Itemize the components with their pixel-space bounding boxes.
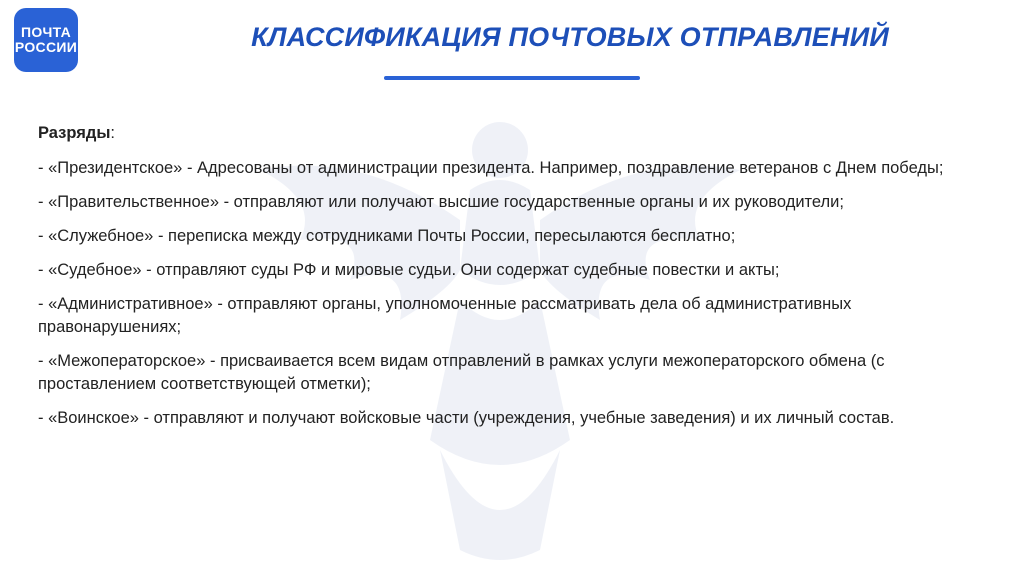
heading-colon: : xyxy=(110,124,116,142)
logo-line-2: РОССИИ xyxy=(14,39,78,55)
list-item-interoperator: - «Межоператорское» - присваивается всем видам отправлений в рамках услуги межоператорского обмена (с проставлением соответствующей отметки); xyxy=(38,352,885,393)
content-body xyxy=(38,122,988,441)
list-item-service: - «Служебное» - переписка между сотрудниками Почты России, пересылаются бесплатно; xyxy=(38,227,736,245)
logo-line-1: ПОЧТА xyxy=(20,24,72,40)
list-item-government: - «Правительственное» - отправляют или получают высшие государственные органы и их руководители; xyxy=(38,193,844,211)
pochta-rossii-logo xyxy=(14,8,78,72)
page-title: КЛАССИФИКАЦИЯ ПОЧТОВЫХ ОТПРАВЛЕНИЙ xyxy=(251,22,889,52)
title-underline xyxy=(384,76,640,80)
heading-label: Разряды xyxy=(38,124,111,142)
list-item-presidential: - «Президентское» - Адресованы от администрации президента. Например, поздравление ветеранов с Днем победы; xyxy=(38,159,944,177)
section-heading xyxy=(38,122,988,145)
list-item-judicial: - «Судебное» - отправляют суды РФ и мировые судьи. Они содержат судебные повестки и акты; xyxy=(38,261,780,279)
list-item-military: - «Воинское» - отправляют и получают войсковые части (учреждения, учебные заведения) и их личный состав. xyxy=(38,409,895,427)
list-item-administrative: - «Административное» - отправляют органы, уполномоченные рассматривать дела об административных правонарушениях; xyxy=(38,295,852,336)
